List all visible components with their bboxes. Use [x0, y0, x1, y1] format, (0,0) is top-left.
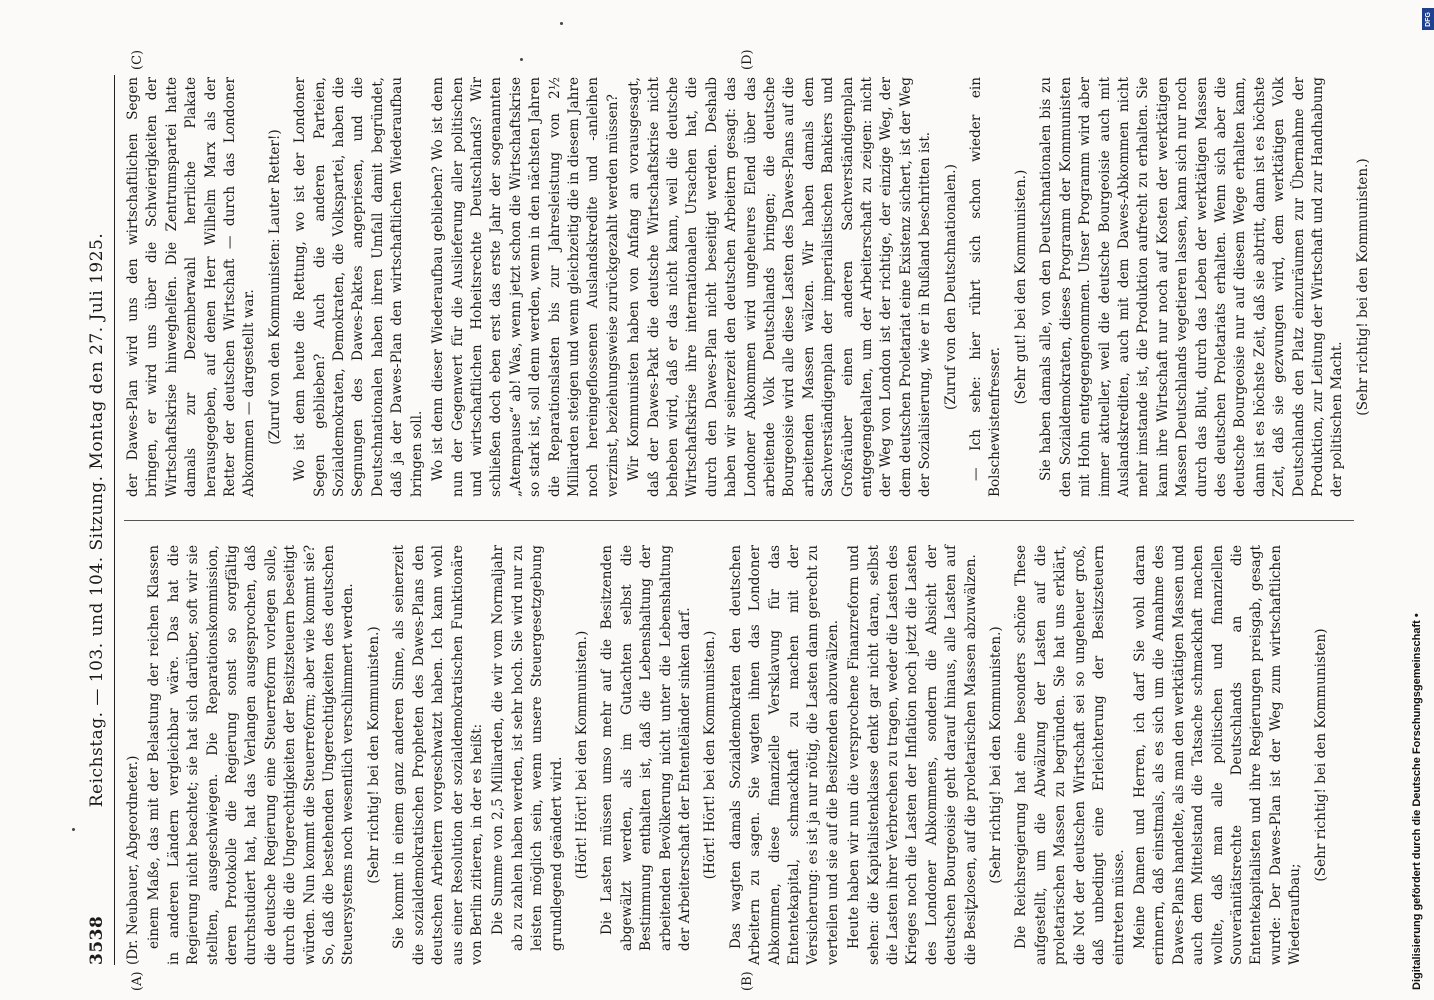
paragraph: der Dawes-Plan wird uns den wirtschaftlichen Segen bringen, er wird uns über die Schwierigkeiten der Wirtschaftskrise hinweghelfen. Die Zentrumspartei hatte damals zur Dezemberwahl herrliche Plakate herausgegeben, auf denen Herr Wilhelm Marx als der Retter der deutschen Wirtschaft — durch das Londoner Abkommen — dargestellt war.	[125, 77, 258, 497]
paragraph: Heute haben wir nun die versprochene Finanzreform und sehen: die Kapitalistenklasse denkt gar nicht daran, selbst die Lasten ihrer Verbrechen zu tragen, weder die Lasten des Krieges noch die Lasten der Inflation noch jetzt die Lasten des Londoner Abkommens, sondern die Absicht der deutschen Bourgeoisie geht darauf hinaus, alle Lasten auf die Besitzlosen, auf die proletarischen Massen abzuwälzen.	[846, 545, 979, 965]
quotation: Die Lasten müssen umso mehr auf die Besitzenden abgewälzt werden, als im Gutachten selbst die Bestimmung enthalten ist, daß die Lebenshaltung der arbeitenden Bevölkerung nicht unter die Lebenshaltung der Arbeiterschaft der Ententeländer sinken darf.	[599, 545, 693, 951]
margin-mark-a: (A)	[130, 971, 145, 991]
interjection: (Sehr richtig! bei den Kommunisten)	[1312, 628, 1329, 882]
dfg-logo: DFG	[1422, 8, 1434, 30]
column-divider	[124, 520, 1354, 521]
page-header	[80, 75, 115, 965]
interjection: (Sehr richtig! bei den Kommunisten.)	[988, 626, 1005, 884]
interjection: (Zuruf von den Deutschnationalen.)	[942, 164, 959, 410]
margin-mark-b: (B)	[740, 971, 755, 991]
funding-note: Digitalisierung gefördert durch die Deutsche Forschungsgemeinschaft •	[1411, 613, 1423, 990]
interjection: (Zuruf von den Kommunisten: Lauter Retter!)	[266, 129, 283, 445]
page-number: 3538	[87, 915, 107, 965]
paragraph: Sie haben damals alle, von den Deutschnationalen bis zu den Sozialdemokraten, dieses Programm der Kommunisten mit Hohn entgegengenommen. Unser Programm wird aber immer aktueller, weil die deutsche Bourgeoisie auch mit Auslandskrediten, auch mit dem Dawes-Abkommen nicht mehr imstande ist, die Produktion aufrecht zu erhalten. Sie kann ihre Wirtschaft nur noch auf Kosten der werktätigen Massen Deutschlands vegetieren lassen, kann sich nur noch durch das Blut, durch das Leben der werktätigen Massen des deutschen Proletariats erhalten. Wenn sich aber die deutsche Bourgeoisie nur auf diesem Wege erhalten kann, dann ist es höchste Zeit, daß sie abtritt, dann ist es höchste Zeit, daß sie gezwungen wird, dem werktätigen Volk Deutschlands den Platz einzuräumen zur Übernahme der Produktion, zur Leitung der Wirtschaft und zur Handhabung der politischen Macht.	[1038, 77, 1346, 497]
interjection: (Sehr gut! bei den Kommunisten.)	[1012, 169, 1029, 405]
margin-mark-d: (D)	[740, 49, 755, 70]
rotated-page-content	[80, 49, 1371, 991]
interjection: (Sehr richtig! bei den Kommunisten.)	[365, 626, 382, 884]
paragraph: Wo ist denn heute die Rettung, wo ist der Londoner Segen geblieben? Auch die anderen Parteien, Sozialdemokraten, Demokraten, die Volkspartei, haben die Segnungen des Dawes-Paktes angepriesen, und die Deutschnationalen haben ihren Umfall damit begründet, daß ja der Dawes-Plan den wirtschaftlichen Wiederaufbau bringen soll.	[292, 77, 425, 497]
paragraph: — Ich sehe: hier rührt sich schon wieder ein Bolschewistenfresser.	[968, 77, 1004, 497]
quotation: Die Summe von 2,5 Milliarden, die wir vom Normaljahr ab zu zahlen haben werden, ist sehr hoch. Sie wird nur zu leisten möglich sein, wenn unsere Steuergesetzgebung grundlegend geändert wird.	[490, 545, 565, 951]
paragraph: Wo ist denn dieser Wiederaufbau geblieben? Wo ist denn nun der Gegenwert für die Auslieferung aller politischen und wirtschaftlichen Hoheitsrechte Deutschlands? Wir schließen doch eben erst das erste Jahr der sogenannten „Atempause“ ab! Was, wenn jetzt schon die Wirtschaftskrise so stark ist, soll denn werden, wenn in den nächsten Jahren die Reparationslasten bis zur Jahresleistung von 2½ Milliarden steigen und wenn gleichzeitig die in diesem Jahre noch hereingeflossenen Auslandskredite und -anleihen verzinst, beziehungsweise zurückgezahlt werden müssen?	[430, 77, 621, 497]
margin-mark-c: (C)	[130, 49, 145, 70]
interjection: (Hört! Hört! bei den Kommunisten.)	[702, 630, 719, 880]
paragraph: Meine Damen und Herren, ich darf Sie wohl daran erinnern, daß einstmals, als es sich um die Annahme des Dawes-Plans handelte, als man den werktätigen Massen und auch dem Mittelstand die Tatsache schmackhaft machen wollte, daß man alle politischen und finanziellen Souveränitätsrechte Deutschlands an die Ententekapitalisten und ihre Regierungen preisgab, gesagt wurde: Der Dawes-Plan ist der Weg zum wirtschaftlichen Wiederaufbau;	[1131, 545, 1304, 965]
left-column	[124, 545, 1329, 965]
page-title: Reichstag. — 103. und 104. Sitzung. Montag den 27. Juli 1925.	[87, 232, 107, 808]
paragraph: Das wagten damals Sozialdemokraten den deutschen Arbeitern zu sagen. Sie wagten ihnen das Londoner Abkommen, diese finanzielle Versklavung für das Ententekapital, schmackhaft zu machen mit der Versicherung: es ist ja nur nötig, die Lasten dann gerecht zu verteilen und sie auf die Besitzenden abzuwälzen.	[727, 545, 841, 965]
paragraph: einem Maße, das mit der Belastung der reichen Klassen in anderen Ländern vergleichbar wäre. Das hat die Regierung nicht beachtet; sie hat sich darüber, soft wir sie stellten, ausgeschwiegen. Die Reparationskommission, deren Protokolle die Regierung sonst so sorgfältig durchstudiert hat, hat das Verlangen ausgesprochen, daß die deutsche Regierung eine Steuerreform vorlegen solle, durch die die Ungerechtigkeiten der Besitzsteuern beseitigt würden. Nun kommt die Steuerreform; aber wie kommt sie? So, daß die bestehenden Ungerechtigkeiten des deutschen Steuersystems noch wesentlich verschlimmert werden.	[146, 545, 357, 965]
interjection: (Hört! Hört! bei den Kommunisten.)	[573, 630, 590, 880]
speaker-label: (Dr. Neubauer, Abgeordneter.)	[125, 755, 141, 965]
paragraph: Sie kommt in einem ganz anderen Sinne, als seinerzeit die sozialdemokratischen Propheten des Dawes-Plans den deutschen Arbeitern vorgeschwatzt haben. Ich kann wohl aus einer Resolution der sozialdemokratischen Funktionäre von Berlin zitieren, in der es heißt:	[391, 545, 485, 965]
paragraph: Die Reichsregierung hat eine besonders schöne These aufgestellt, um die Abwälzung der Lasten auf die proletarischen Massen zu begründen. Sie hat uns erklärt, die Not der deutschen Wirtschaft sei so ungeheuer groß, daß unbedingt eine Erleichterung der Besitzsteuern eintreten müsse.	[1013, 545, 1127, 965]
paragraph: Wir Kommunisten haben von Anfang an vorausgesagt, daß der Dawes-Pakt die deutsche Wirtschaftskrise nicht beheben wird, daß er das nicht kann, weil die deutsche Wirtschaftskrise ihre internationalen Ursachen hat, die durch den Dawes-Plan nicht beseitigt werden. Deshalb haben wir seinerzeit den deutschen Arbeitern gesagt: das Londoner Abkommen wird ungeheures Elend über das arbeitende Volk Deutschlands bringen; die deutsche Bourgeoisie wird alle diese Lasten des Dawes-Plans auf die arbeitenden Massen wälzen. Wir haben damals dem Sachverständigenplan der imperialistischen Bankiers und Großräuber einen anderen Sachverständigenplan entgegengehalten, um der Arbeiterschaft zu zeigen: nicht der Weg von London ist der richtige, der einzige Weg, der dem deutschen Proletariat eine Existenz sichert, ist der Weg der Sozialisierung, wie er in Rußland beschritten ist.	[626, 77, 934, 497]
interjection: (Sehr richtig! bei den Kommunisten.)	[1354, 158, 1371, 416]
right-column	[124, 77, 1371, 497]
